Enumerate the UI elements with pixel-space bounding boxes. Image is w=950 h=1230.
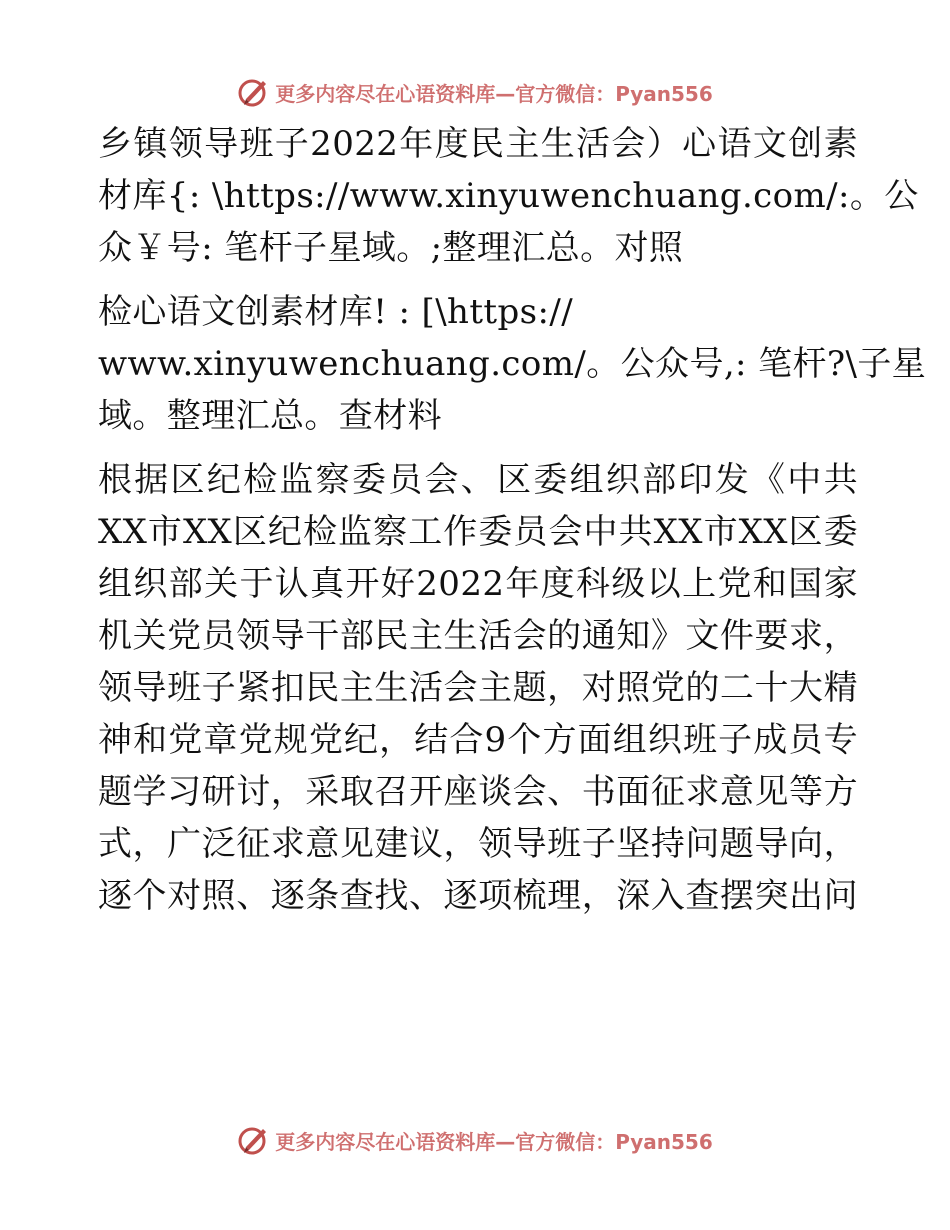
text-line: 神和党章党规党纪，结合9个方面组织班子成员专: [98, 720, 858, 760]
text-line: 式，广泛征求意见建议，领导班子坚持问题导向，: [98, 824, 858, 864]
footer-banner: [0, 1120, 950, 1160]
text-line: 机关党员领导干部民主生活会的通知》文件要求，: [98, 616, 858, 656]
text-line: 题学习研讨，采取召开座谈会、书面征求意见等方: [98, 772, 858, 812]
text-line: 域。整理汇总。查材料: [98, 396, 442, 436]
paragraph-2: [98, 286, 927, 442]
document-body: [98, 118, 927, 934]
text-line: 逐个对照、逐条查找、逐项梳理，深入查摆突出问: [98, 876, 858, 916]
header-banner: [0, 72, 950, 112]
text-line: www.xinyuwenchuang.com/。公众号,: 笔杆?\子星: [98, 344, 927, 384]
text-line: 检心语文创素材库! : [\https://: [98, 292, 574, 332]
paragraph-3: [98, 454, 858, 922]
text-line: 众￥号: 笔杆子星域。;整理汇总。对照: [98, 228, 684, 268]
paragraph-1: [98, 118, 919, 274]
text-line: XX市XX区纪检监察工作委员会中共XX市XX区委: [98, 512, 858, 552]
quill-logo-icon: [237, 1123, 271, 1157]
text-line: 材库{: \https://www.xinyuwenchuang.com/:。公: [98, 176, 919, 216]
header-site-text: 更多内容尽在心语资料库—官方微信：Pyan556: [275, 81, 713, 106]
quill-logo-icon: [237, 75, 271, 109]
text-line: 乡镇领导班子2022年度民主生活会）心语文创素: [98, 124, 858, 164]
text-line: 组织部关于认真开好2022年度科级以上党和国家: [98, 564, 858, 604]
text-line: 领导班子紧扣民主生活会主题，对照党的二十大精: [98, 668, 858, 708]
text-line: 根据区纪检监察委员会、区委组织部印发《中共: [98, 460, 858, 500]
footer-site-text: 更多内容尽在心语资料库—官方微信：Pyan556: [275, 1129, 713, 1154]
